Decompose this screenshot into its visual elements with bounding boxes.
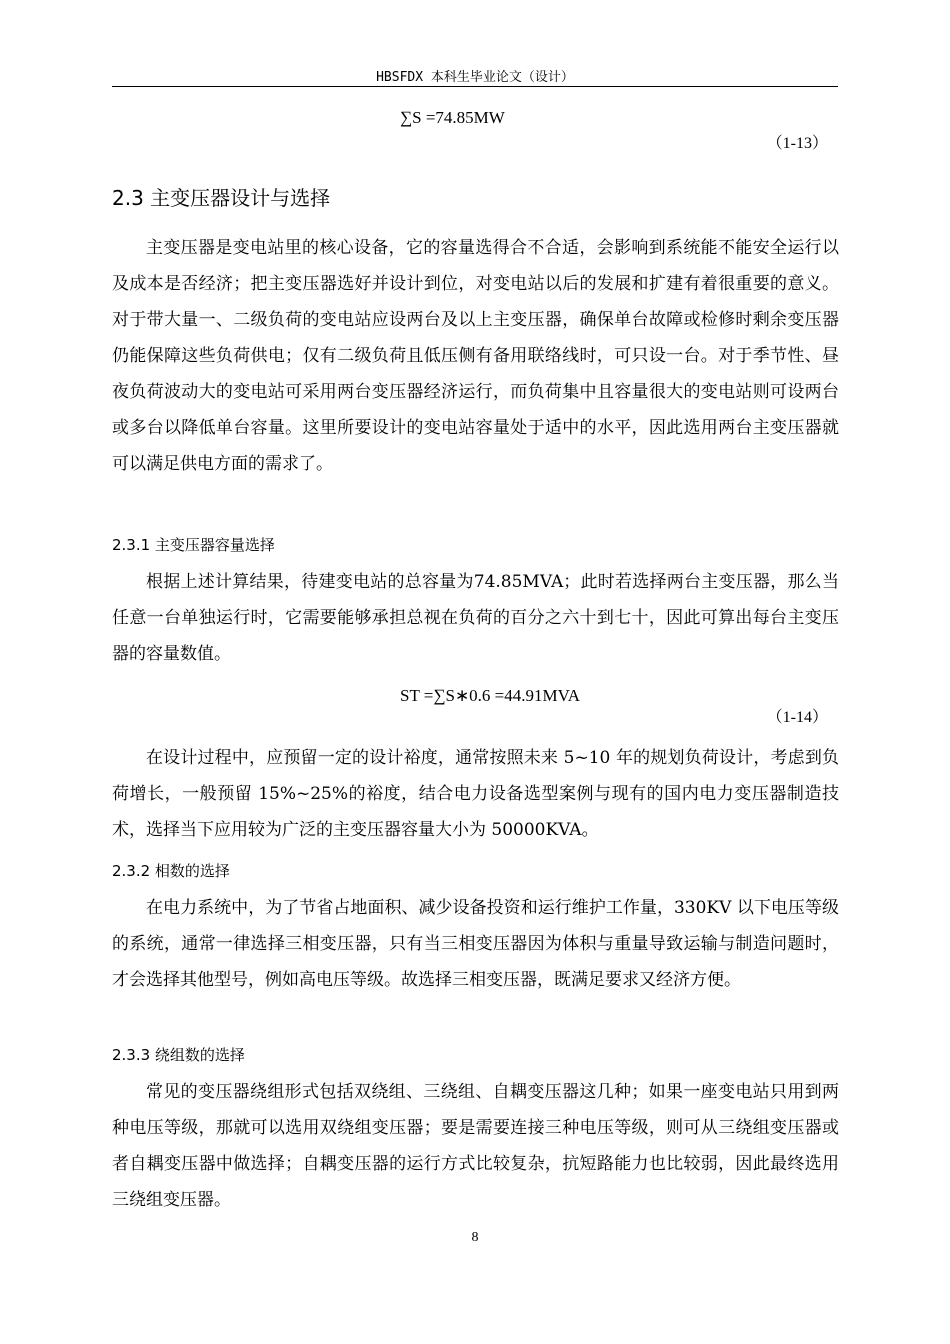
- section-heading: 2.3 主变压器设计与选择: [112, 186, 331, 210]
- equation-1-14: ST =∑S∗0.6 =44.91MVA: [400, 686, 581, 705]
- page-header: HBSFDX 本科生毕业论文（设计）: [376, 70, 574, 85]
- intro-paragraph: 主变压器是变电站里的核心设备，它的容量选得合不合适，会影响到系统能不能安全运行以及成本是否经济；把主变压器选好并设计到位，对变电站以后的发展和扩建有着很重要的意义。对于带大量一、二级负荷的变电站应设两台及以上主变压器，确保单台故障或检修时剩余变压器仍能保障这些负荷供电；仅有二级负荷且低压侧有备用联络线时，可只设一台。对于季节性、昼夜负荷波动大的变电站可采用两台变压器经济运行，而负荷集中且容量很大的变电站则可设两台或多台以降低单台容量。这里所要设计的变电站容量处于适中的水平，因此选用两台主变压器就可以满足供电方面的需求了。: [112, 238, 839, 474]
- paragraph-phases: 在电力系统中，为了节省占地面积、减少设备投资和运行维护工作量，330KV 以下电压等级的系统，通常一律选择三相变压器，只有当三相变压器因为体积与重量导致运输与制造问题时，才会选择其他型号，例如高电压等级。故选择三相变压器，既满足要求又经济方便。: [112, 898, 839, 990]
- page-number: 8: [471, 1230, 479, 1245]
- paragraph-margin: 在设计过程中，应预留一定的设计裕度，通常按照未来 5~10 年的规划负荷设计，考虑到负荷增长，一般预留 15%~25%的裕度，结合电力设备选型案例与现有的国内电力变压器制造技术，选择当下应用较为广泛的主变压器容量大小为 50000KVA。: [112, 748, 839, 840]
- subsection-heading-2-3-2: 2.3.2 相数的选择: [112, 862, 230, 880]
- equation-number-1-13: （1-13）: [766, 135, 828, 152]
- paragraph-capacity: 根据上述计算结果，待建变电站的总容量为74.85MVA；此时若选择两台主变压器，那么当任意一台单独运行时，它需要能够承担总视在负荷的百分之六十到七十，因此可算出每台主变压器的容量数值。: [112, 572, 839, 664]
- subsection-heading-2-3-1: 2.3.1 主变压器容量选择: [112, 536, 275, 554]
- equation-1-13: ∑S =74.85MW: [400, 108, 505, 127]
- subsection-heading-2-3-3: 2.3.3 绕组数的选择: [112, 1046, 245, 1064]
- paragraph-windings: 常见的变压器绕组形式包括双绕组、三绕组、自耦变压器这几种；如果一座变电站只用到两种电压等级，那就可以选用双绕组变压器；要是需要连接三种电压等级，则可从三绕组变压器或者自耦变压器中做选择；自耦变压器的运行方式比较复杂，抗短路能力也比较弱，因此最终选用三绕组变压器。: [112, 1082, 839, 1210]
- equation-number-1-14: （1-14）: [766, 709, 828, 726]
- header-rule: [112, 86, 838, 87]
